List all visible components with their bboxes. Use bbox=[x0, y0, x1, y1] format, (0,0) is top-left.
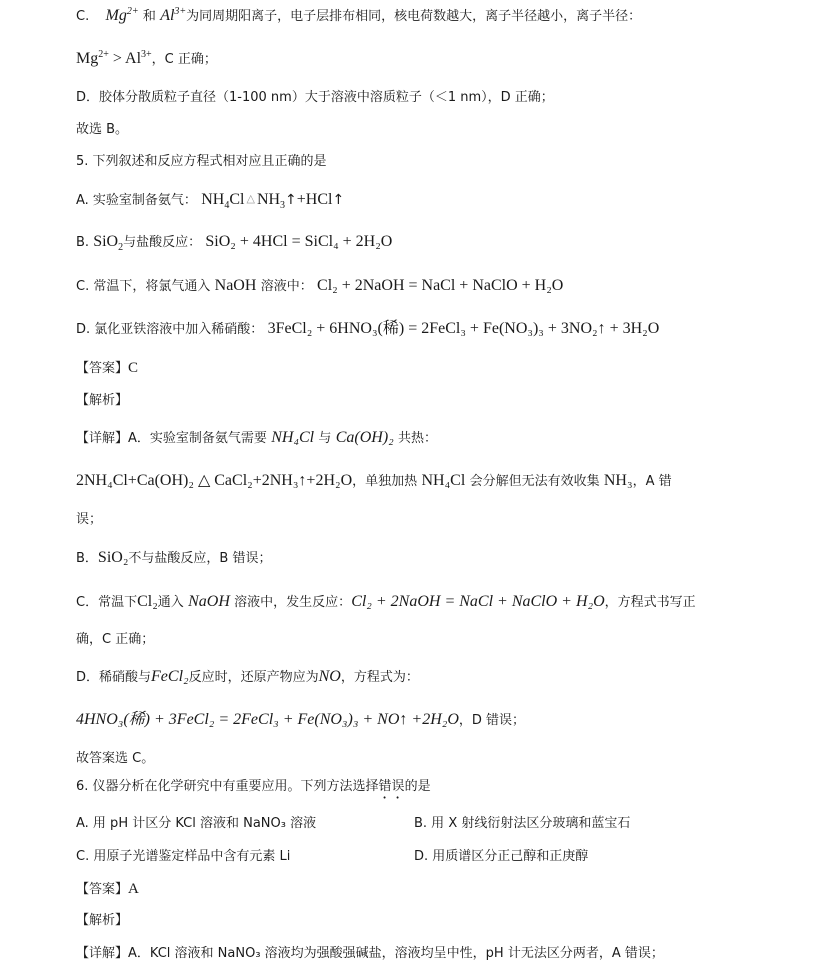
q6-answer-value: A bbox=[128, 881, 139, 897]
q5-detail-a-equation-line: 2NH₄Cl+Ca(OH)₂ △ CaCl₂+2NH₃↑+2H₂O，单独加热 NH₄Cl 会分解但无法有效收集 NH₃，A 错 bbox=[76, 472, 672, 489]
gas-arrow-icon: ↑ bbox=[332, 192, 345, 208]
q5-detail-b: B．SiO₂不与盐酸反应，B 错误； bbox=[76, 549, 272, 566]
q6-option-a: A. 用 pH 计区分 KCl 溶液和 NaNO₃ 溶液 bbox=[76, 816, 317, 831]
q5-option-b-equation: SiO₂ + 4HCl = SiCl₄ + 2H₂O bbox=[205, 233, 393, 250]
heat-symbol-icon: △ bbox=[246, 193, 255, 205]
q6-stem: 6. 仪器分析在化学研究中有重要应用。下列方法选择错误的是 bbox=[76, 779, 431, 794]
al-ion: $Al^{3+}$ bbox=[160, 6, 187, 24]
q6-option-b: B. 用 X 射线衍射法区分玻璃和蓝宝石 bbox=[414, 816, 631, 831]
q5-option-c-equation: Cl₂ + 2NaOH = NaCl + NaClO + H₂O bbox=[317, 277, 564, 294]
q4-explain-c-line2: $Mg^{2+} > Al^{3+}$，C 正确； bbox=[76, 49, 217, 67]
q4-explain-d-line: D．胶体分散质粒子直径（1-100 nm）大于溶液中溶质粒子（＜1 nm），D 正确； bbox=[76, 90, 554, 105]
q5-detail-c-wrap: 确，C 正确； bbox=[76, 632, 155, 647]
q4-conclusion: 故选 B。 bbox=[76, 122, 129, 137]
q5-option-c: C. 常温下，将氯气通入 NaOH 溶液中： Cl₂ + 2NaOH = NaCl + NaClO + H₂O bbox=[76, 277, 564, 294]
q6-option-c: C. 用原子光谱鉴定样品中含有元素 Li bbox=[76, 849, 291, 864]
q5-detail-d-equation-line: 4HNO₃(稀) + 3FeCl₂ = 2FeCl₃ + Fe(NO₃)₃ + NO↑ +2H₂O，D 错误； bbox=[76, 711, 526, 728]
ion-radius-comparison: $Mg^{2+} > Al^{3+}$ bbox=[76, 49, 152, 67]
q5-detail-d-equation: 4HNO₃(稀) + 3FeCl₂ = 2FeCl₃ + Fe(NO₃)₃ + NO↑ +2H₂O bbox=[76, 711, 459, 728]
q5-option-a-equation: $NH_4Cl$ △ $NH_3↑+HCl↑$ bbox=[201, 191, 345, 211]
q5-detail-d: D．稀硝酸与FeCl₂反应时，还原产物应为NO，方程式为： bbox=[76, 668, 419, 685]
q5-answer-value: C bbox=[128, 360, 139, 376]
q5-detail-a-wrap: 误； bbox=[76, 512, 103, 527]
q4-explain-c-line1: C. $Mg^{2+}$ 和 $Al^{3+}$为同周期阳离子，电子层排布相同，核电荷数越大，离子半径越小，离子半径： bbox=[76, 6, 642, 24]
gas-arrow-icon: ↑ bbox=[285, 192, 297, 208]
q5-detail-c: C．常温下Cl₂通入 NaOH 溶液中，发生反应：Cl₂ + 2NaOH = NaCl + NaClO + H₂O，方程式书写正 bbox=[76, 593, 696, 610]
mg-ion: $Mg^{2+}$ bbox=[105, 6, 139, 24]
q5-answer: 【答案】C bbox=[76, 360, 139, 376]
q5-option-a: A. 实验室制备氨气： $NH_4Cl$ △ $NH_3↑+HCl↑$ bbox=[76, 191, 345, 211]
emphasis-mark: 错误 bbox=[378, 779, 405, 794]
q5-analysis-heading: 【解析】 bbox=[76, 393, 129, 408]
q5-stem: 5. 下列叙述和反应方程式相对应且正确的是 bbox=[76, 154, 327, 169]
q5-option-d-equation: 3FeCl₂ + 6HNO₃(稀) = 2FeCl₃ + Fe(NO₃)₃ + 3NO₂↑ + 3H₂O bbox=[267, 320, 660, 337]
q5-conclusion: 故答案选 C。 bbox=[76, 751, 155, 766]
q6-detail-a: 【详解】A．KCl 溶液和 NaNO₃ 溶液均为强酸强碱盐，溶液均呈中性，pH 计无法区分两者，A 错误； bbox=[76, 946, 664, 961]
q6-option-d: D. 用质谱区分正己醇和正庚醇 bbox=[414, 849, 589, 864]
q5-detail-a-equation: 2NH₄Cl+Ca(OH)₂ △ CaCl₂+2NH₃↑+2H₂O bbox=[76, 472, 353, 489]
q5-detail-a-intro: 【详解】A．实验室制备氨气需要 NH₄Cl 与 Ca(OH)₂ 共热： bbox=[76, 429, 438, 446]
q6-analysis-heading: 【解析】 bbox=[76, 913, 129, 928]
q6-answer: 【答案】A bbox=[76, 881, 139, 897]
q5-detail-c-equation: Cl₂ + 2NaOH = NaCl + NaClO + H₂O bbox=[351, 593, 605, 610]
q5-option-d: D. 氯化亚铁溶液中加入稀硝酸： 3FeCl₂ + 6HNO₃(稀) = 2FeCl₃ + Fe(NO₃)₃ + 3NO₂↑ + 3H₂O bbox=[76, 320, 660, 337]
q5-option-b: B. SiO$_2$与盐酸反应： SiO₂ + 4HCl = SiCl₄ + 2H₂O bbox=[76, 233, 393, 253]
